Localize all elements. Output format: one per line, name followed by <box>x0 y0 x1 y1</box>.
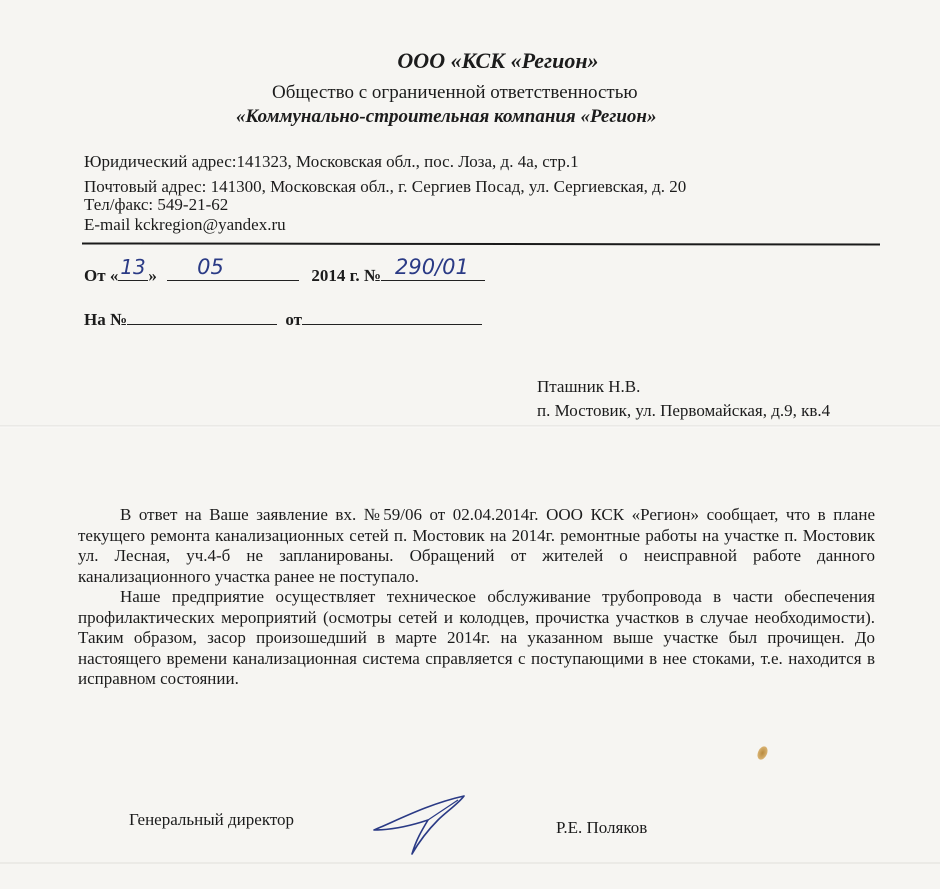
incoming-from-label: от <box>285 310 302 329</box>
company-full-name: «Коммунально-строительная компания «Регион» <box>236 106 657 127</box>
paper-fold <box>0 425 940 428</box>
signatory-title: Генеральный директор <box>129 810 295 829</box>
outgoing-from-label: От « <box>84 266 119 285</box>
legal-address: Юридический адрес:141323, Московская обл., пос. Лоза, д. 4а, стр.1 <box>84 152 579 171</box>
incoming-date-blank <box>302 306 482 325</box>
paper-fold <box>0 862 940 864</box>
company-name: ООО «КСК «Регион» <box>397 48 599 73</box>
day-blank <box>118 255 148 281</box>
company-type: Общество с ограниченной ответственностью <box>272 82 638 103</box>
paper-stain <box>755 745 769 761</box>
handwritten-month: 05 <box>197 255 224 279</box>
handwritten-day: 13 <box>120 255 146 279</box>
email: E-mail kckregion@yandex.ru <box>84 215 286 234</box>
header-divider <box>82 242 880 245</box>
year-number-label: 2014 г. № <box>311 266 381 285</box>
body-paragraph: В ответ на Ваше заявление вх. №59/06 от 02.04.2014г. ООО КСК «Регион» сообщает, что в плане текущего ремонта канализационных сетей п. Мостовик на 2014г. ремонтные работы на участке п. Мостовик ул. Лесная, уч.4-б не запланированы. Обращений от жителей о неисправной работе данного канализационного участка ранее не поступало. <box>78 505 875 586</box>
month-blank <box>167 255 299 281</box>
recipient-address: п. Мостовик, ул. Первомайская, д.9, кв.4 <box>537 401 831 420</box>
postal-address: Почтовый адрес: 141300, Московская обл., г. Сергиев Посад, ул. Сергиевская, д. 20 <box>84 177 687 196</box>
handwritten-number: 290/01 <box>394 255 469 279</box>
handwritten-signature <box>368 790 478 862</box>
recipient-block <box>537 375 830 423</box>
phone-fax: Тел/факс: 549-21-62 <box>84 195 229 214</box>
signatory-name: Р.Е. Поляков <box>556 818 648 837</box>
body-paragraph: Наше предприятие осуществляет техническое обслуживание трубопровода в части обеспечения профилактических мероприятий (осмотры сетей и колодцев, прочистка участков в случае необходимости). Таким образом, засор произошедший в марте 2014г. на указанном выше участке был прочищен. До настоящего времени канализационная система справляется с поступающими в нее стоками, т.е. находится в исправном состоянии. <box>78 587 875 688</box>
outgoing-line <box>84 255 485 286</box>
incoming-line <box>84 306 482 330</box>
incoming-number-blank <box>127 306 277 325</box>
letter-body <box>78 505 875 690</box>
number-blank <box>381 255 485 281</box>
quote-close: » <box>148 266 157 285</box>
recipient-name: Пташник Н.В. <box>537 377 641 396</box>
incoming-number-label: На № <box>84 310 128 329</box>
